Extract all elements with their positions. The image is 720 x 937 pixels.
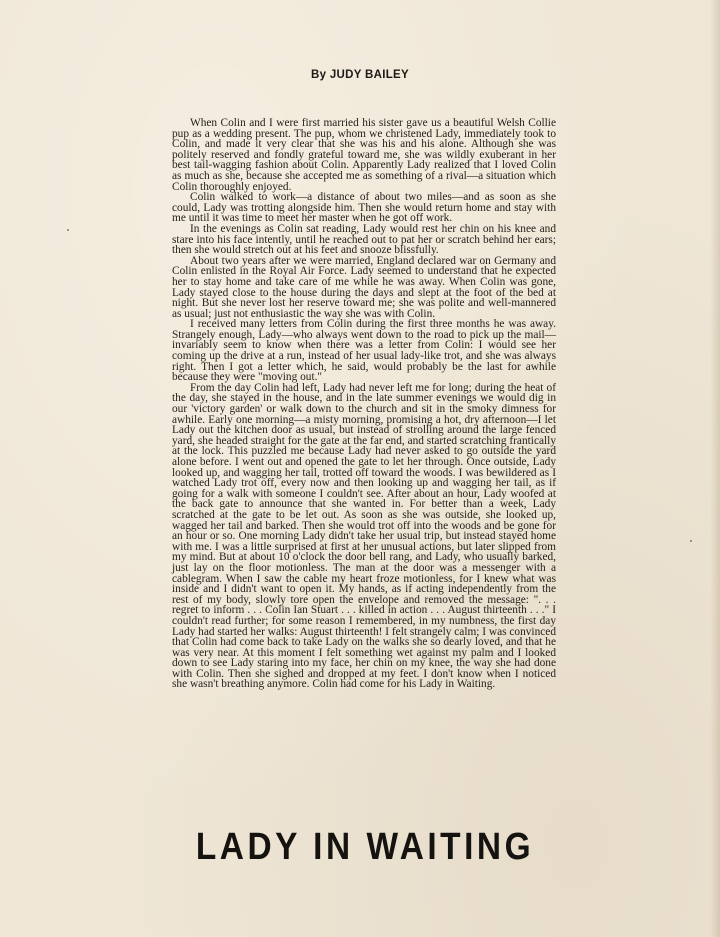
- author-byline: By JUDY BAILEY: [311, 69, 409, 81]
- article-paragraph: Colin walked to work—a distance of about two miles—and as soon as she could, Lady was trotting alongside him. Then she would return home and stay with me until it was time to meet her master when he got off work.: [172, 191, 556, 225]
- article-paragraph: When Colin and I were first married his sister gave us a beautiful Welsh Collie pup as a wedding present. The pup, whom we christened Lady, immediately took to Colin, and made it very clear that she was his and his alone. Although she was politely reserved and fondly grateful toward me, she was wildly exuberant in her best tail-wagging fashion about Colin. Apparently Lady realized that I loved Colin as much as she, because she accepted me as something of a rival—a situation which Colin thoroughly enjoyed.: [172, 117, 556, 193]
- article-paragraph: I received many letters from Colin during the first three months he was away. Strangely enough, Lady—who always went down to the road to pick up the mail—invariably seem to know when there was a letter from Colin: I would see her coming up the drive at a run, instead of her usual lady-like trot, and she was always right. Then I got a letter which, he said, would probably be the last for awhile because they were "moving out.": [172, 318, 556, 384]
- paper-speck: [67, 229, 69, 231]
- article-paragraph: About two years after we were married, England declared war on Germany and Colin enlisted in the Royal Air Force. Lady seemed to understand that he expected her to stay home and take care of me while he was away. When Colin was gone, Lady stayed close to the house during the days and slept at the foot of the bed at night. But she never lost her reserve toward me; she was polite and well-mannered as usual; just not enthusiastic the way she was with Colin.: [172, 254, 556, 320]
- article-paragraph: In the evenings as Colin sat reading, Lady would rest her chin on his knee and stare into his face intently, until he reached out to pat her or scratch behind her ears; then she would stretch out at his feet and snooze blissfully.: [172, 222, 556, 257]
- article-body: [172, 118, 556, 690]
- paper-speck: [690, 540, 692, 542]
- article-title: LADY IN WAITING: [195, 826, 535, 868]
- page-edge-shadow: [710, 0, 720, 937]
- article-paragraph: From the day Colin had left, Lady had never left me for long; during the heat of the day, she stayed in the house, and in the late summer evenings we would dig in our 'victory garden' or walk down to the church and sit in the smoky dimness for awhile. Early one morning—a misty morning, promising a hot, dry afternoon—I let Lady out the kitchen door as usual, but instead of strolling around the large fenced yard, she headed straight for the gate at the far end, and started scratching frantically at the lock. This puzzled me because Lady had never asked to go outside the yard alone before. I went out and opened the gate to let her through. Once outside, Lady looked up, and wagging her tail, trotted off toward the woods. I was bewildered as I watched Lady trot off, every now and then looking up and wagging her tail, as if going for a walk with someone I couldn't see. After about an hour, Lady woofed at the back gate to announce that she wanted in. For better than a week, Lady scratched at the gate to be let out. As soon as she was outside, she looked up, wagged her tail and barked. Then she would trot off into the woods and be gone for an hour or so. One morning Lady didn't take her usual trip, but instead stayed home with me. I was a little surprised at first at her unusual actions, but later slipped from my mind. But at about 10 o'clock the door bell rang, and Lady, who usually barked, just lay on the floor motionless. The man at the door was a messenger with a cablegram. When I saw the cable my heart froze motionless, for I knew what was inside and I didn't want to open it. My hands, as if acting independently from the rest of my body, slowly tore open the envelope and removed the message: ". . . regret to inform . . . Colin Ian Stuart . . . killed in action . . . August thirteenth . . ." I couldn't read further; for some reason I remembered, in my numbness, the first day Lady had started her walks: August thirteenth! I felt strangely calm; I was convinced that Colin had come back to take Lady on the walks she so dearly loved, and that he was very near. At this moment I felt something wet against my palm and I looked down to see Lady staring into my face, her chin on my knee, the way she had done with Colin. Then she sighed and dropped at my feet. I don't know when I noticed she wasn't breathing anymore. Colin had come for his Lady in Waiting.: [172, 381, 556, 691]
